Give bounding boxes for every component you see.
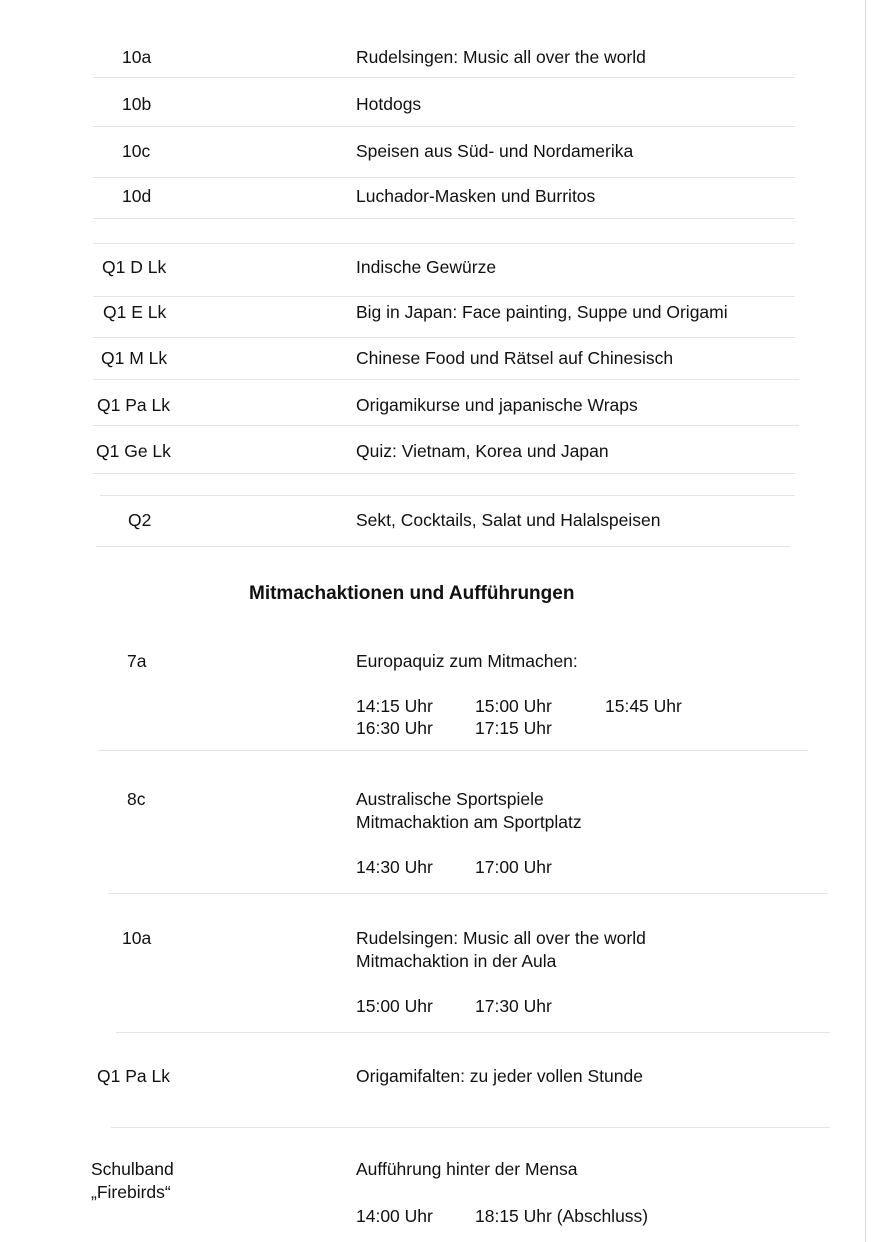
stand-class: Q1 M Lk — [101, 348, 168, 368]
activity-class: 8c — [127, 789, 146, 809]
row-divider — [93, 425, 799, 426]
activity-time: 14:15 Uhr — [356, 696, 433, 716]
activity-time: 14:30 Uhr — [356, 857, 433, 877]
activity-time: 16:30 Uhr — [356, 718, 433, 738]
stand-description: Sekt, Cocktails, Salat und Halalspeisen — [356, 510, 661, 530]
stand-description: Chinese Food und Rätsel auf Chinesisch — [356, 348, 674, 368]
row-divider — [93, 337, 795, 338]
stand-description: Hotdogs — [356, 94, 422, 114]
stand-class: 10c — [122, 141, 151, 161]
activity-description: Aufführung hinter der Mensa — [356, 1159, 578, 1179]
stand-class: 10b — [122, 94, 152, 114]
stand-description: Speisen aus Süd- und Nordamerika — [356, 141, 634, 161]
activity-time: 15:00 Uhr — [356, 996, 433, 1016]
row-divider — [96, 546, 790, 547]
activity-class: „Firebirds“ — [91, 1182, 171, 1202]
stand-description: Big in Japan: Face painting, Suppe und Origami — [356, 302, 728, 322]
stand-class: Q2 — [128, 510, 152, 530]
row-divider — [93, 473, 795, 474]
row-divider — [93, 126, 795, 127]
row-divider — [93, 379, 799, 380]
row-divider — [93, 296, 795, 297]
activity-class: 7a — [127, 651, 147, 671]
activity-class: Schulband — [91, 1159, 174, 1179]
row-divider — [116, 1032, 830, 1033]
row-divider — [93, 243, 795, 244]
stand-class: Q1 E Lk — [103, 302, 167, 322]
activity-time: 15:00 Uhr — [475, 696, 552, 716]
activity-time: 14:00 Uhr — [356, 1206, 433, 1226]
stand-class: Q1 Ge Lk — [96, 441, 171, 461]
activity-description: Rudelsingen: Music all over the world — [356, 928, 646, 948]
activity-class: 10a — [122, 928, 152, 948]
activity-description: Europaquiz zum Mitmachen: — [356, 651, 578, 671]
stand-description: Luchador-Masken und Burritos — [356, 186, 596, 206]
stand-class: 10a — [122, 47, 152, 67]
stand-class: Q1 D Lk — [102, 257, 167, 277]
stand-description: Indische Gewürze — [356, 257, 497, 277]
activity-description: Mitmachaktion am Sportplatz — [356, 812, 582, 832]
stand-description: Rudelsingen: Music all over the world — [356, 47, 646, 67]
activity-class: Q1 Pa Lk — [97, 1066, 170, 1086]
activity-description: Origamifalten: zu jeder vollen Stunde — [356, 1066, 643, 1086]
activity-description: Mitmachaktion in der Aula — [356, 951, 557, 971]
row-divider — [93, 77, 795, 78]
stand-description: Quiz: Vietnam, Korea und Japan — [356, 441, 609, 461]
activity-time: 15:45 Uhr — [605, 696, 682, 716]
section-heading: Mitmachaktionen und Aufführungen — [249, 583, 575, 604]
row-divider — [98, 750, 808, 751]
activity-time: 17:30 Uhr — [475, 996, 552, 1016]
activity-description: Australische Sportspiele — [356, 789, 544, 809]
activity-time: 17:15 Uhr — [475, 718, 552, 738]
row-divider — [100, 495, 795, 496]
stand-description: Origamikurse und japanische Wraps — [356, 395, 638, 415]
stand-class: 10d — [122, 186, 152, 206]
row-divider — [93, 218, 795, 219]
activity-time: 17:00 Uhr — [475, 857, 552, 877]
row-divider — [108, 893, 828, 894]
activity-time: 18:15 Uhr (Abschluss) — [475, 1206, 649, 1226]
page-edge-divider — [865, 0, 866, 1242]
row-divider — [93, 177, 795, 178]
stand-class: Q1 Pa Lk — [97, 395, 170, 415]
row-divider — [111, 1127, 830, 1128]
